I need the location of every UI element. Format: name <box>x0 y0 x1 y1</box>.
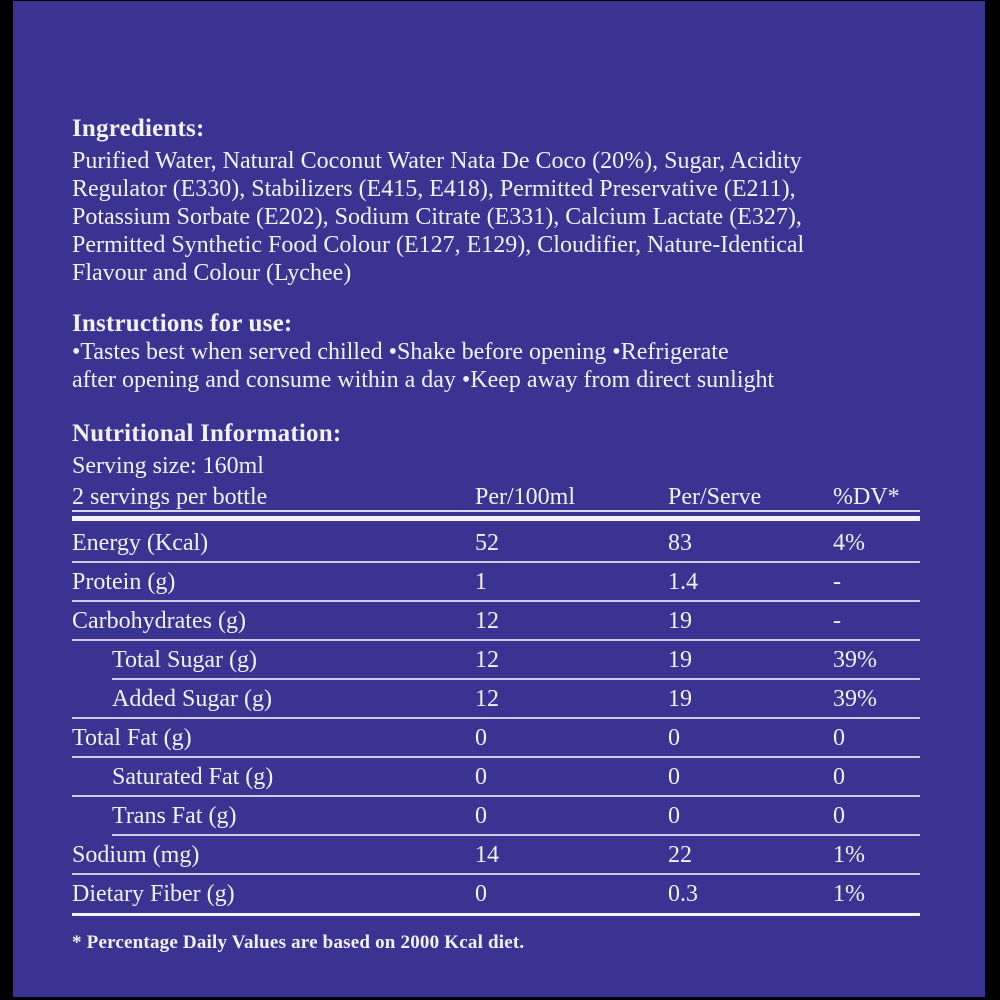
product-label <box>13 1 985 997</box>
row-dv: 39% <box>833 686 877 712</box>
row-perserve: 83 <box>668 530 692 556</box>
row-dv: 39% <box>833 647 877 673</box>
row-per100ml: 12 <box>475 647 499 673</box>
row-label: Energy (Kcal) <box>72 530 209 556</box>
table-row-total-fat <box>72 718 920 757</box>
row-perserve: 19 <box>668 686 692 712</box>
table-row-protein <box>72 562 920 601</box>
row-label: Trans Fat (g) <box>112 803 237 829</box>
row-label: Total Fat (g) <box>72 725 192 751</box>
nutrition-table-header <box>72 481 920 511</box>
row-per100ml: 0 <box>475 764 487 790</box>
row-per100ml: 0 <box>475 803 487 829</box>
row-perserve: 0.3 <box>668 881 698 907</box>
ingredients-line: Potassium Sorbate (E202), Sodium Citrate (E331), Calcium Lactate (E327), <box>72 204 802 230</box>
table-row-total-sugar <box>72 640 920 679</box>
row-label: Saturated Fat (g) <box>112 764 274 790</box>
dv-footnote: * Percentage Daily Values are based on 2000 Kcal diet. <box>72 932 525 953</box>
row-label: Carbohydrates (g) <box>72 608 246 634</box>
table-row-added-sugar <box>72 679 920 718</box>
serving-size: Serving size: 160ml <box>72 453 264 479</box>
row-perserve: 0 <box>668 764 680 790</box>
table-row-sodium <box>72 835 920 874</box>
row-dv: 0 <box>833 725 845 751</box>
row-label: Sodium (mg) <box>72 842 200 868</box>
table-row-dietary-fiber <box>72 874 920 913</box>
column-header-per100ml: Per/100ml <box>475 484 575 510</box>
row-dv: 4% <box>833 530 865 556</box>
header-rule-thin <box>72 510 920 512</box>
servings-per-bottle: 2 servings per bottle <box>72 484 268 510</box>
ingredients-line: Regulator (E330), Stabilizers (E415, E418), Permitted Preservative (E211), <box>72 176 796 202</box>
table-row-saturated-fat <box>72 757 920 796</box>
ingredients-line: Flavour and Colour (Lychee) <box>72 260 352 286</box>
row-perserve: 0 <box>668 725 680 751</box>
row-dv: - <box>833 608 841 634</box>
instructions-line: •Tastes best when served chilled •Shake before opening •Refrigerate <box>72 339 729 365</box>
row-dv: 0 <box>833 803 845 829</box>
nutrition-table <box>72 523 920 916</box>
table-row-carbohydrates <box>72 601 920 640</box>
row-per100ml: 0 <box>475 881 487 907</box>
row-perserve: 0 <box>668 803 680 829</box>
table-row-trans-fat <box>72 796 920 835</box>
row-dv: 1% <box>833 881 865 907</box>
header-rule-thick <box>72 516 920 521</box>
row-label: Total Sugar (g) <box>112 647 257 673</box>
column-header-perserve: Per/Serve <box>668 484 762 510</box>
row-per100ml: 12 <box>475 686 499 712</box>
row-per100ml: 12 <box>475 608 499 634</box>
row-perserve: 19 <box>668 647 692 673</box>
ingredients-line: Permitted Synthetic Food Colour (E127, E129), Cloudifier, Nature-Identical <box>72 232 805 258</box>
row-dv: 0 <box>833 764 845 790</box>
row-per100ml: 1 <box>475 569 487 595</box>
ingredients-text <box>72 147 804 287</box>
row-perserve: 22 <box>668 842 692 868</box>
row-dv: 1% <box>833 842 865 868</box>
column-header-dv: %DV* <box>833 484 900 510</box>
table-row-energy <box>72 523 920 562</box>
row-per100ml: 0 <box>475 725 487 751</box>
instructions-line: after opening and consume within a day •Keep away from direct sunlight <box>72 367 775 393</box>
row-perserve: 19 <box>668 608 692 634</box>
row-per100ml: 52 <box>475 530 499 556</box>
instructions-heading: Instructions for use: <box>72 310 293 337</box>
row-dv: - <box>833 569 841 595</box>
row-label: Dietary Fiber (g) <box>72 881 235 907</box>
ingredients-line: Purified Water, Natural Coconut Water Nata De Coco (20%), Sugar, Acidity <box>72 148 802 174</box>
row-per100ml: 14 <box>475 842 499 868</box>
row-label: Added Sugar (g) <box>112 686 272 712</box>
instructions-text <box>72 338 774 394</box>
row-label: Protein (g) <box>72 569 176 595</box>
nutrition-heading: Nutritional Information: <box>72 420 342 447</box>
ingredients-heading: Ingredients: <box>72 115 205 142</box>
row-perserve: 1.4 <box>668 569 698 595</box>
